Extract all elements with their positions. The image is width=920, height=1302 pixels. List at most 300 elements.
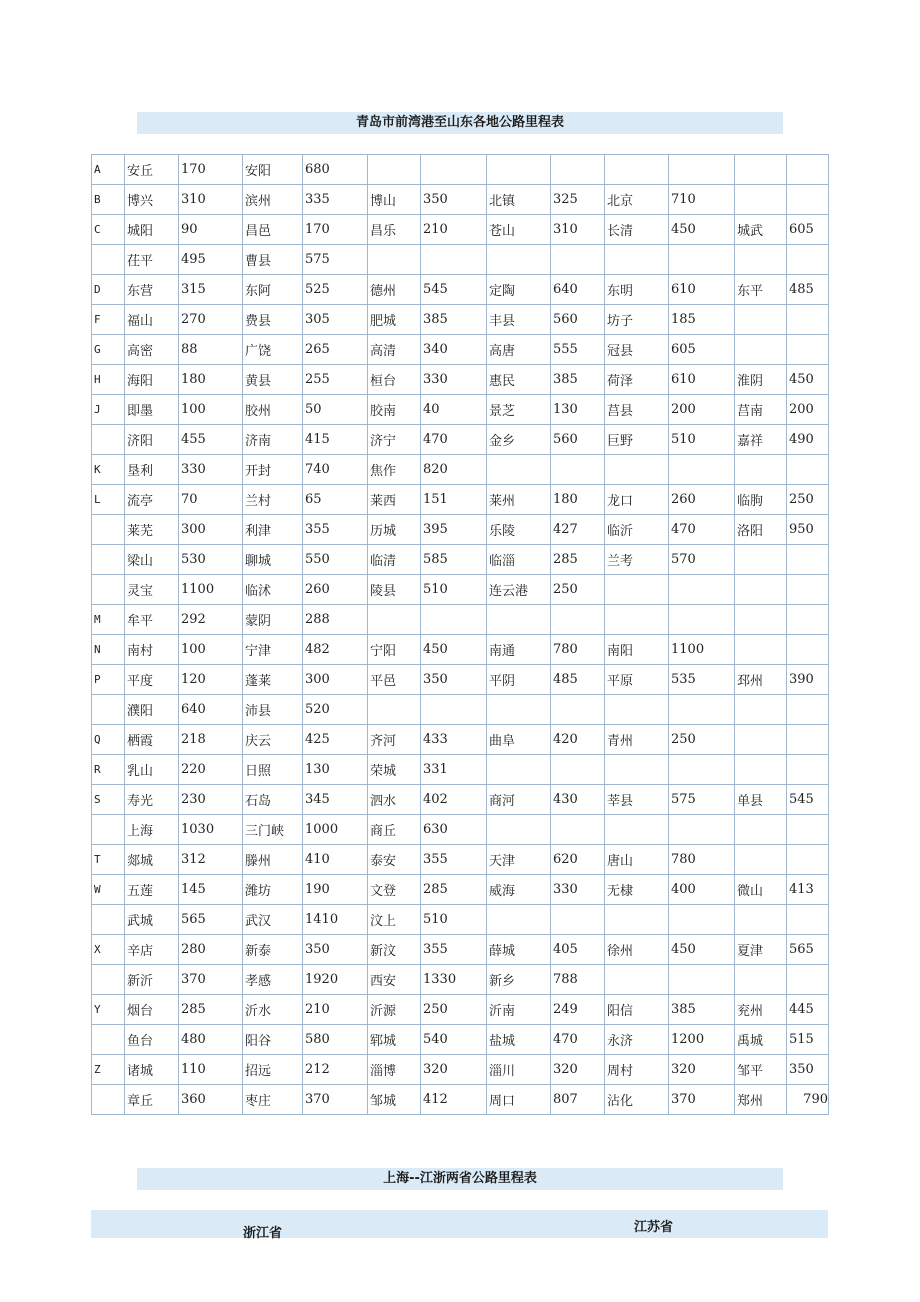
distance-value (787, 755, 829, 785)
distance-value: 1920 (303, 965, 368, 995)
distance-value: 610 (669, 365, 735, 395)
city-name: 潍坊 (243, 875, 303, 905)
distance-value: 445 (787, 995, 829, 1025)
row-letter: W (92, 875, 125, 905)
distance-value (787, 305, 829, 335)
distance-value: 310 (551, 215, 605, 245)
distance-value: 1000 (303, 815, 368, 845)
city-name: 垦利 (125, 455, 179, 485)
city-name: 石岛 (243, 785, 303, 815)
distance-value: 151 (421, 485, 487, 515)
city-name: 新乡 (487, 965, 551, 995)
distance-value: 370 (179, 965, 243, 995)
distance-value: 50 (303, 395, 368, 425)
distance-value: 1100 (179, 575, 243, 605)
distance-value: 400 (669, 875, 735, 905)
distance-value: 130 (303, 755, 368, 785)
city-name: 桓台 (368, 365, 421, 395)
distance-value: 310 (179, 185, 243, 215)
distance-value: 210 (421, 215, 487, 245)
row-letter: N (92, 635, 125, 665)
city-name: 南村 (125, 635, 179, 665)
city-name: 新汶 (368, 935, 421, 965)
table-row (92, 155, 829, 185)
row-letter (92, 905, 125, 935)
city-name: 梁山 (125, 545, 179, 575)
row-letter: X (92, 935, 125, 965)
distance-value: 285 (421, 875, 487, 905)
table-row (92, 965, 829, 995)
city-name: 景芝 (487, 395, 551, 425)
table-row (92, 725, 829, 755)
distance-value: 145 (179, 875, 243, 905)
city-name: 嘉祥 (735, 425, 787, 455)
city-name (735, 185, 787, 215)
distance-value: 320 (669, 1055, 735, 1085)
distance-value: 405 (551, 935, 605, 965)
distance-value: 450 (669, 215, 735, 245)
distance-value: 820 (421, 455, 487, 485)
city-name: 淮阴 (735, 365, 787, 395)
table-row (92, 365, 829, 395)
city-name: 坊子 (605, 305, 669, 335)
row-letter: Z (92, 1055, 125, 1085)
distance-value: 249 (551, 995, 605, 1025)
city-name: 平阴 (487, 665, 551, 695)
city-name: 濮阳 (125, 695, 179, 725)
distance-value: 190 (303, 875, 368, 905)
row-letter: P (92, 665, 125, 695)
city-name: 烟台 (125, 995, 179, 1025)
city-name: 冠县 (605, 335, 669, 365)
city-name: 文登 (368, 875, 421, 905)
city-name: 金乡 (487, 425, 551, 455)
distance-value: 560 (551, 305, 605, 335)
city-name: 汶上 (368, 905, 421, 935)
city-name: 临淄 (487, 545, 551, 575)
city-name: 淄博 (368, 1055, 421, 1085)
city-name: 安阳 (243, 155, 303, 185)
city-name: 临清 (368, 545, 421, 575)
distance-value: 950 (787, 515, 829, 545)
row-letter: H (92, 365, 125, 395)
city-name (605, 575, 669, 605)
city-name: 兰村 (243, 485, 303, 515)
distance-value: 565 (787, 935, 829, 965)
distance-value (787, 245, 829, 275)
city-name: 滨州 (243, 185, 303, 215)
city-name: 开封 (243, 455, 303, 485)
distance-value: 255 (303, 365, 368, 395)
province-jiangsu: 江苏省 (634, 1220, 674, 1235)
distance-value: 370 (303, 1085, 368, 1115)
row-letter (92, 965, 125, 995)
city-name: 乐陵 (487, 515, 551, 545)
distance-value: 285 (551, 545, 605, 575)
city-name: 泰安 (368, 845, 421, 875)
city-name: 龙口 (605, 485, 669, 515)
distance-value: 315 (179, 275, 243, 305)
city-name: 荷泽 (605, 365, 669, 395)
distance-value: 420 (551, 725, 605, 755)
distance-value: 495 (179, 245, 243, 275)
distance-value: 545 (421, 275, 487, 305)
city-name: 城阳 (125, 215, 179, 245)
city-name: 安丘 (125, 155, 179, 185)
city-name: 阳信 (605, 995, 669, 1025)
distance-value: 575 (669, 785, 735, 815)
city-name: 利津 (243, 515, 303, 545)
distance-value: 320 (421, 1055, 487, 1085)
distance-value (787, 965, 829, 995)
distance-value: 575 (303, 245, 368, 275)
city-name: 郯城 (125, 845, 179, 875)
distance-value: 470 (421, 425, 487, 455)
distance-value: 605 (787, 215, 829, 245)
distance-value: 485 (787, 275, 829, 305)
distance-value: 510 (669, 425, 735, 455)
distance-value: 90 (179, 215, 243, 245)
distance-value: 250 (551, 575, 605, 605)
distance-value: 325 (551, 185, 605, 215)
city-name: 庆云 (243, 725, 303, 755)
distance-value: 510 (421, 575, 487, 605)
city-name: 曲阜 (487, 725, 551, 755)
row-letter: L (92, 485, 125, 515)
distance-value: 355 (421, 935, 487, 965)
city-name (735, 575, 787, 605)
table-row (92, 305, 829, 335)
table-row (92, 605, 829, 635)
city-name: 郓城 (368, 1025, 421, 1055)
city-name: 唐山 (605, 845, 669, 875)
table-row (92, 845, 829, 875)
distance-value: 640 (551, 275, 605, 305)
distance-value: 640 (179, 695, 243, 725)
distance-value: 385 (551, 365, 605, 395)
city-name: 南通 (487, 635, 551, 665)
distance-value: 1330 (421, 965, 487, 995)
distance-value: 130 (551, 395, 605, 425)
city-name: 徐州 (605, 935, 669, 965)
distance-value: 185 (669, 305, 735, 335)
city-name: 洛阳 (735, 515, 787, 545)
distance-value: 780 (669, 845, 735, 875)
distance-value (787, 455, 829, 485)
city-name: 北镇 (487, 185, 551, 215)
city-name: 海阳 (125, 365, 179, 395)
city-name: 博兴 (125, 185, 179, 215)
mileage-table (91, 154, 829, 1115)
table-row (92, 665, 829, 695)
distance-value: 555 (551, 335, 605, 365)
distance-value: 250 (787, 485, 829, 515)
distance-value: 100 (179, 395, 243, 425)
distance-value: 350 (303, 935, 368, 965)
distance-value: 525 (303, 275, 368, 305)
distance-value: 520 (303, 695, 368, 725)
distance-value: 412 (421, 1085, 487, 1115)
city-name: 商丘 (368, 815, 421, 845)
city-name: 济阳 (125, 425, 179, 455)
table-row (92, 635, 829, 665)
city-name: 宁津 (243, 635, 303, 665)
distance-value: 265 (303, 335, 368, 365)
city-name (605, 245, 669, 275)
row-letter: D (92, 275, 125, 305)
city-name: 昌邑 (243, 215, 303, 245)
city-name (735, 725, 787, 755)
city-name (735, 245, 787, 275)
distance-value: 350 (421, 665, 487, 695)
city-name: 栖霞 (125, 725, 179, 755)
distance-value: 330 (179, 455, 243, 485)
city-name: 辛店 (125, 935, 179, 965)
city-name (605, 815, 669, 845)
table-row (92, 935, 829, 965)
distance-value: 260 (669, 485, 735, 515)
city-name: 阳谷 (243, 1025, 303, 1055)
city-name: 滕州 (243, 845, 303, 875)
city-name: 枣庄 (243, 1085, 303, 1115)
distance-value: 350 (787, 1055, 829, 1085)
city-name: 上海 (125, 815, 179, 845)
distance-value: 180 (179, 365, 243, 395)
city-name: 连云港 (487, 575, 551, 605)
row-letter (92, 515, 125, 545)
distance-value: 292 (179, 605, 243, 635)
table-row (92, 245, 829, 275)
city-name: 广饶 (243, 335, 303, 365)
distance-value: 305 (303, 305, 368, 335)
distance-value: 450 (421, 635, 487, 665)
distance-value (787, 905, 829, 935)
city-name: 昌乐 (368, 215, 421, 245)
city-name (487, 455, 551, 485)
row-letter: Y (92, 995, 125, 1025)
city-name (735, 845, 787, 875)
distance-value: 285 (179, 995, 243, 1025)
city-name: 蓬莱 (243, 665, 303, 695)
table-row (92, 815, 829, 845)
distance-value (421, 155, 487, 185)
city-name (735, 155, 787, 185)
city-name: 城武 (735, 215, 787, 245)
distance-value: 410 (303, 845, 368, 875)
table-row (92, 1085, 829, 1115)
distance-value (669, 575, 735, 605)
table-row (92, 575, 829, 605)
distance-value: 413 (787, 875, 829, 905)
city-name (735, 605, 787, 635)
distance-value: 100 (179, 635, 243, 665)
table-title-jiangzhe: 上海--江浙两省公路里程表 (137, 1168, 783, 1190)
table-row (92, 395, 829, 425)
city-name: 章丘 (125, 1085, 179, 1115)
city-name: 淄川 (487, 1055, 551, 1085)
row-letter (92, 545, 125, 575)
table-row (92, 695, 829, 725)
distance-value: 212 (303, 1055, 368, 1085)
city-name: 惠民 (487, 365, 551, 395)
distance-value: 560 (551, 425, 605, 455)
row-letter (92, 695, 125, 725)
city-name: 沾化 (605, 1085, 669, 1115)
distance-value (787, 185, 829, 215)
distance-value: 710 (669, 185, 735, 215)
distance-value: 230 (179, 785, 243, 815)
distance-value: 605 (669, 335, 735, 365)
city-name: 乳山 (125, 755, 179, 785)
city-name (735, 815, 787, 845)
distance-value (551, 695, 605, 725)
distance-value: 331 (421, 755, 487, 785)
city-name (735, 965, 787, 995)
city-name: 夏津 (735, 935, 787, 965)
distance-value (669, 455, 735, 485)
distance-value: 740 (303, 455, 368, 485)
city-name (368, 245, 421, 275)
city-name: 费县 (243, 305, 303, 335)
row-letter (92, 245, 125, 275)
distance-value: 65 (303, 485, 368, 515)
distance-value: 210 (303, 995, 368, 1025)
city-name (487, 245, 551, 275)
city-name: 永济 (605, 1025, 669, 1055)
city-name (487, 155, 551, 185)
city-name (605, 965, 669, 995)
city-name: 兰考 (605, 545, 669, 575)
distance-value: 180 (551, 485, 605, 515)
distance-value: 433 (421, 725, 487, 755)
city-name: 临沭 (243, 575, 303, 605)
city-name: 即墨 (125, 395, 179, 425)
table-row (92, 1055, 829, 1085)
city-name: 三门峡 (243, 815, 303, 845)
city-name: 临朐 (735, 485, 787, 515)
row-letter: B (92, 185, 125, 215)
province-header (91, 1210, 828, 1241)
city-name: 茌平 (125, 245, 179, 275)
distance-value: 780 (551, 635, 605, 665)
city-name: 周口 (487, 1085, 551, 1115)
city-name: 平邑 (368, 665, 421, 695)
distance-value: 620 (551, 845, 605, 875)
row-letter: S (92, 785, 125, 815)
table-row (92, 1025, 829, 1055)
distance-value: 565 (179, 905, 243, 935)
city-name: 莱西 (368, 485, 421, 515)
city-name: 长清 (605, 215, 669, 245)
city-name (735, 545, 787, 575)
table-row (92, 275, 829, 305)
distance-value: 335 (303, 185, 368, 215)
distance-value: 1410 (303, 905, 368, 935)
distance-value: 288 (303, 605, 368, 635)
city-name: 曹县 (243, 245, 303, 275)
distance-value: 120 (179, 665, 243, 695)
distance-value (669, 815, 735, 845)
city-name: 莱州 (487, 485, 551, 515)
city-name: 鱼台 (125, 1025, 179, 1055)
row-letter: A (92, 155, 125, 185)
city-name: 招远 (243, 1055, 303, 1085)
row-letter: R (92, 755, 125, 785)
table-row (92, 215, 829, 245)
distance-value: 218 (179, 725, 243, 755)
distance-value: 585 (421, 545, 487, 575)
distance-value: 330 (421, 365, 487, 395)
distance-value: 320 (551, 1055, 605, 1085)
city-name: 蒙阴 (243, 605, 303, 635)
distance-value (787, 335, 829, 365)
city-name: 盐城 (487, 1025, 551, 1055)
distance-value: 312 (179, 845, 243, 875)
distance-value: 788 (551, 965, 605, 995)
city-name: 定陶 (487, 275, 551, 305)
distance-value (669, 965, 735, 995)
distance-value: 570 (669, 545, 735, 575)
row-letter (92, 575, 125, 605)
distance-value (669, 755, 735, 785)
city-name: 沛县 (243, 695, 303, 725)
table-row (92, 455, 829, 485)
distance-value: 280 (179, 935, 243, 965)
table-row (92, 785, 829, 815)
row-letter: C (92, 215, 125, 245)
city-name: 东平 (735, 275, 787, 305)
city-name: 苍山 (487, 215, 551, 245)
row-letter (92, 1025, 125, 1055)
distance-value: 395 (421, 515, 487, 545)
city-name: 西安 (368, 965, 421, 995)
distance-value: 270 (179, 305, 243, 335)
distance-value: 630 (421, 815, 487, 845)
distance-value (669, 245, 735, 275)
city-name (605, 605, 669, 635)
city-name: 济南 (243, 425, 303, 455)
table-row (92, 485, 829, 515)
city-name (487, 755, 551, 785)
distance-value: 200 (787, 395, 829, 425)
city-name: 牟平 (125, 605, 179, 635)
distance-value (551, 455, 605, 485)
distance-value: 355 (421, 845, 487, 875)
city-name: 青州 (605, 725, 669, 755)
city-name: 胶南 (368, 395, 421, 425)
city-name: 威海 (487, 875, 551, 905)
distance-value (787, 545, 829, 575)
city-name (735, 755, 787, 785)
distance-value (787, 605, 829, 635)
distance-value: 390 (787, 665, 829, 695)
distance-value (669, 905, 735, 935)
table-row (92, 515, 829, 545)
distance-value: 385 (669, 995, 735, 1025)
city-name: 新泰 (243, 935, 303, 965)
city-name: 肥城 (368, 305, 421, 335)
distance-value: 455 (179, 425, 243, 455)
row-letter: T (92, 845, 125, 875)
city-name (487, 905, 551, 935)
distance-value: 550 (303, 545, 368, 575)
distance-value: 540 (421, 1025, 487, 1055)
city-name: 历城 (368, 515, 421, 545)
table-title-shandong: 青岛市前湾港至山东各地公路里程表 (137, 112, 783, 134)
table-row (92, 425, 829, 455)
distance-value (787, 695, 829, 725)
city-name: 禹城 (735, 1025, 787, 1055)
